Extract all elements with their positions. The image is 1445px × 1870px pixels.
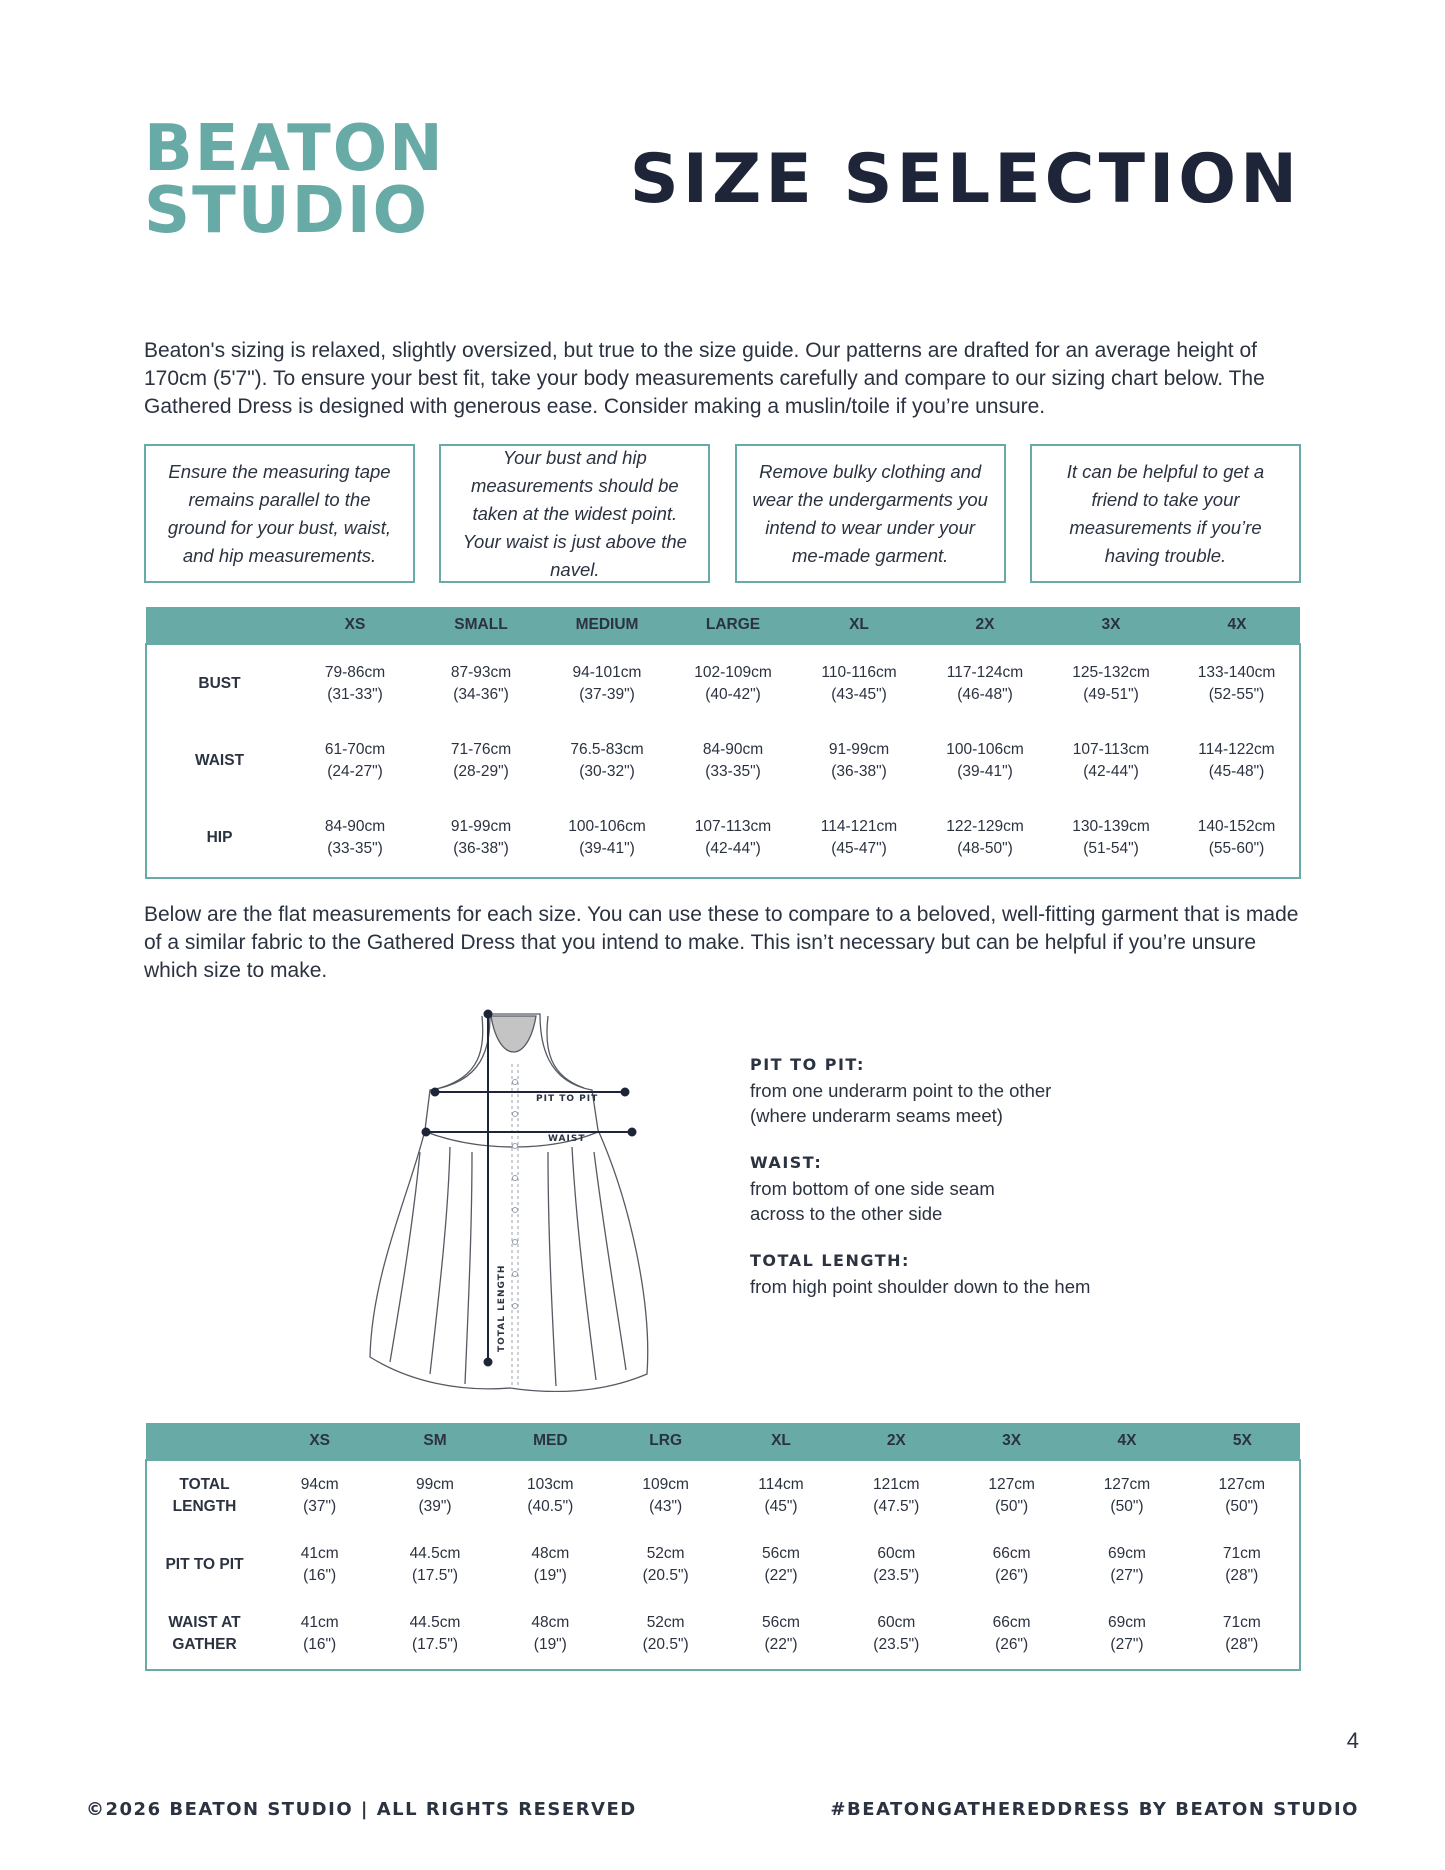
imperial-value: (42-44")	[1083, 762, 1139, 780]
imperial-value: (50")	[1110, 1497, 1144, 1515]
imperial-value: (34-36")	[453, 685, 509, 703]
table-header-row	[146, 1423, 1300, 1460]
size-column-header: XS	[292, 607, 418, 644]
imperial-value: (37")	[303, 1497, 337, 1515]
imperial-value: (30-32")	[579, 762, 635, 780]
imperial-value: (26")	[995, 1636, 1029, 1654]
metric-value: 114-122cm	[1198, 740, 1275, 758]
imperial-value: (16")	[303, 1566, 337, 1584]
tip-box: It can be helpful to get a friend to take your measurements if you’re having trouble.	[1030, 444, 1301, 583]
metric-value: 110-116cm	[821, 663, 897, 681]
measurement-cell	[839, 1599, 954, 1670]
waist-definition	[750, 1150, 1270, 1226]
measurement-cell	[377, 1599, 492, 1670]
size-column-header: SM	[377, 1423, 492, 1460]
metric-value: 94-101cm	[572, 663, 642, 681]
imperial-value: (28-29")	[453, 762, 509, 780]
row-label-line: HIP	[206, 829, 233, 847]
imperial-value: (45-47")	[831, 840, 887, 858]
metric-value: 122-129cm	[946, 818, 1024, 836]
imperial-value: (23.5")	[873, 1566, 920, 1584]
measurement-cell	[418, 644, 544, 723]
metric-value: 127cm	[1103, 1475, 1151, 1493]
metric-value: 76.5-83cm	[570, 740, 644, 758]
measurement-cell	[839, 1460, 954, 1531]
measurement-cell	[1174, 644, 1300, 723]
measurement-cell	[418, 723, 544, 800]
measurement-definitions	[750, 1052, 1270, 1321]
metric-value: 121cm	[873, 1475, 920, 1493]
imperial-value: (37-39")	[579, 685, 635, 703]
measurement-cell	[922, 644, 1048, 723]
imperial-value: (42-44")	[705, 840, 761, 858]
imperial-value: (45-48")	[1208, 762, 1265, 780]
metric-value: 84-90cm	[324, 818, 386, 836]
table-corner-cell	[146, 1423, 262, 1460]
measurement-cell	[1069, 1531, 1184, 1600]
table-row	[146, 1599, 1300, 1670]
tip-box: Remove bulky clothing and wear the undergarments you intend to wear under your me-made garment.	[735, 444, 1006, 583]
metric-value: 107-113cm	[1072, 740, 1150, 758]
imperial-value: (39-41")	[579, 840, 635, 858]
metric-value: 87-93cm	[450, 663, 512, 681]
measurement-cell	[1048, 799, 1174, 878]
row-label	[146, 1460, 262, 1531]
measurement-cell	[1048, 644, 1174, 723]
metric-value: 41cm	[300, 1614, 339, 1632]
measurement-cell	[608, 1599, 723, 1670]
size-column-header: 3X	[954, 1423, 1069, 1460]
measurement-cell	[493, 1460, 608, 1531]
imperial-value: (26")	[995, 1566, 1029, 1584]
row-label-line: PIT TO PIT	[165, 1555, 244, 1573]
measurement-cell	[954, 1460, 1069, 1531]
brand-logo	[144, 112, 445, 248]
measurement-cell	[670, 723, 796, 800]
flat-measurement-table	[145, 1423, 1301, 1671]
pit-to-pit-label: PIT TO PIT	[536, 1094, 599, 1104]
metric-value: 94cm	[300, 1475, 339, 1493]
definition-line: from high point shoulder down to the hem	[750, 1276, 1091, 1297]
metric-value: 71cm	[1222, 1544, 1261, 1562]
metric-value: 140-152cm	[1197, 818, 1276, 836]
imperial-value: (50")	[995, 1497, 1029, 1515]
imperial-value: (19")	[533, 1636, 567, 1654]
metric-value: 99cm	[416, 1475, 454, 1493]
metric-value: 114cm	[758, 1475, 804, 1493]
imperial-value: (43-45")	[831, 685, 887, 703]
measurement-cell	[544, 799, 670, 878]
imperial-value: (33-35")	[327, 840, 383, 858]
size-column-header: 2X	[839, 1423, 954, 1460]
table-row	[146, 799, 1300, 878]
measurement-cell	[544, 723, 670, 800]
body-measurement-table	[145, 607, 1301, 879]
table-header-row	[146, 607, 1300, 644]
metric-value: 52cm	[646, 1614, 685, 1632]
measurement-cell	[262, 1460, 377, 1531]
size-column-header: LRG	[608, 1423, 723, 1460]
metric-value: 61-70cm	[324, 740, 386, 758]
metric-value: 91-99cm	[450, 818, 512, 836]
size-column-header: LARGE	[670, 607, 796, 644]
metric-value: 56cm	[762, 1614, 800, 1632]
total-length-definition	[750, 1248, 1270, 1299]
measurement-cell	[796, 723, 922, 800]
imperial-value: (48-50")	[957, 840, 1013, 858]
imperial-value: (33-35")	[705, 762, 761, 780]
metric-value: 71cm	[1222, 1614, 1261, 1632]
imperial-value: (51-54")	[1083, 840, 1139, 858]
definition-line: from bottom of one side seam	[750, 1178, 995, 1199]
table-row	[146, 723, 1300, 800]
size-column-header: MED	[493, 1423, 608, 1460]
imperial-value: (28")	[1225, 1636, 1259, 1654]
metric-value: 66cm	[992, 1614, 1031, 1632]
total-length-label: TOTAL LENGTH	[497, 1264, 507, 1352]
footer-hashtag: #BEATONGATHEREDDRESS BY BEATON STUDIO	[830, 1799, 1359, 1820]
metric-value: 69cm	[1108, 1544, 1146, 1562]
imperial-value: (47.5")	[873, 1497, 920, 1515]
metric-value: 100-106cm	[946, 740, 1024, 758]
measurement-cell	[608, 1531, 723, 1600]
imperial-value: (55-60")	[1208, 840, 1265, 858]
tip-box: Ensure the measuring tape remains parallel to the ground for your bust, waist, and hip measurements.	[144, 444, 415, 583]
measurement-cell	[796, 799, 922, 878]
page-number: 4	[1346, 1728, 1359, 1753]
measurement-cell	[292, 723, 418, 800]
measurement-cell	[1174, 799, 1300, 878]
metric-value: 133-140cm	[1197, 663, 1276, 681]
measurement-cell	[1174, 723, 1300, 800]
measurement-cell	[954, 1531, 1069, 1600]
imperial-value: (19")	[533, 1566, 567, 1584]
flat-measurements-intro: Below are the flat measurements for each size. You can use these to compare to a beloved, well-fitting garment that is made of a similar fabric to the Gathered Dress that you intend to make. This isn’t necessary but can be helpful if you’re unsure which size to make.	[144, 903, 1299, 982]
metric-value: 69cm	[1108, 1614, 1146, 1632]
metric-value: 127cm	[988, 1475, 1035, 1493]
measurement-cell	[262, 1599, 377, 1670]
metric-value: 109cm	[642, 1475, 689, 1493]
metric-value: 66cm	[992, 1544, 1031, 1562]
metric-value: 102-109cm	[694, 663, 772, 681]
metric-value: 79-86cm	[324, 663, 386, 681]
tip-box: Your bust and hip measurements should be taken at the widest point. Your waist is just above the navel.	[439, 444, 710, 583]
measurement-cell	[292, 644, 418, 723]
size-column-header: 3X	[1048, 607, 1174, 644]
row-label	[146, 644, 292, 723]
imperial-value: (39-41")	[957, 762, 1013, 780]
metric-value: 127cm	[1218, 1475, 1266, 1493]
measurement-cell	[377, 1460, 492, 1531]
row-label	[146, 1531, 262, 1600]
metric-value: 107-113cm	[694, 818, 772, 836]
metric-value: 71-76cm	[450, 740, 512, 758]
row-label-line: BUST	[198, 674, 241, 692]
dress-outline	[370, 1014, 648, 1391]
imperial-value: (23.5")	[873, 1636, 920, 1654]
imperial-value: (31-33")	[327, 685, 383, 703]
imperial-value: (17.5")	[411, 1566, 458, 1584]
size-column-header: 5X	[1185, 1423, 1300, 1460]
metric-value: 60cm	[877, 1544, 916, 1562]
footer-copyright: ©2026 BEATON STUDIO | ALL RIGHTS RESERVED	[86, 1799, 637, 1820]
measurement-cell	[1069, 1460, 1184, 1531]
imperial-value: (40-42")	[705, 685, 761, 703]
row-label	[146, 799, 292, 878]
row-label-line: WAIST AT	[168, 1614, 241, 1632]
table-row	[146, 1460, 1300, 1531]
measurement-cell	[1185, 1599, 1300, 1670]
imperial-value: (50")	[1225, 1497, 1259, 1515]
imperial-value: (28")	[1225, 1566, 1259, 1584]
table-row	[146, 1531, 1300, 1600]
size-column-header: XL	[723, 1423, 838, 1460]
measurement-cell	[544, 644, 670, 723]
measurement-cell	[723, 1460, 838, 1531]
table-corner-cell	[146, 607, 292, 644]
row-label	[146, 723, 292, 800]
measurement-cell	[839, 1531, 954, 1600]
intro-paragraph: Beaton's sizing is relaxed, slightly oversized, but true to the size guide. Our patterns are drafted for an average height of 170cm (5'7"). To ensure your best fit, take your body measurements carefully and compare to our sizing chart below. The Gathered Dress is designed with generous ease. Consider making a muslin/toile if you’re unsure.	[144, 339, 1265, 418]
imperial-value: (52-55")	[1208, 685, 1265, 703]
row-label-line: GATHER	[172, 1636, 237, 1654]
measurement-cell	[1048, 723, 1174, 800]
row-label	[146, 1599, 262, 1670]
measurement-cell	[922, 723, 1048, 800]
measurement-cell	[493, 1599, 608, 1670]
imperial-value: (24-27")	[327, 762, 383, 780]
measurement-cell	[292, 799, 418, 878]
definition-line: from one underarm point to the other	[750, 1080, 1052, 1101]
imperial-value: (46-48")	[957, 685, 1013, 703]
measurement-cell	[493, 1531, 608, 1600]
metric-value: 52cm	[646, 1544, 685, 1562]
metric-value: 130-139cm	[1072, 818, 1150, 836]
metric-value: 56cm	[762, 1544, 800, 1562]
imperial-value: (39")	[418, 1497, 452, 1515]
brand-logo-line-2: STUDIO	[144, 174, 430, 248]
imperial-value: (27")	[1110, 1636, 1144, 1654]
row-label-line: LENGTH	[172, 1497, 237, 1515]
size-column-header: 4X	[1069, 1423, 1184, 1460]
definition-title: PIT TO PIT:	[750, 1055, 865, 1074]
measurement-cell	[922, 799, 1048, 878]
size-column-header: XL	[796, 607, 922, 644]
metric-value: 125-132cm	[1072, 663, 1150, 681]
measurement-cell	[796, 644, 922, 723]
table-row	[146, 644, 1300, 723]
metric-value: 91-99cm	[828, 740, 890, 758]
row-label-line: WAIST	[194, 751, 245, 769]
size-column-header: XS	[262, 1423, 377, 1460]
metric-value: 84-90cm	[702, 740, 764, 758]
imperial-value: (49-51")	[1083, 685, 1139, 703]
metric-value: 44.5cm	[409, 1614, 461, 1632]
measurement-cell	[377, 1531, 492, 1600]
imperial-value: (43")	[649, 1497, 683, 1515]
imperial-value: (17.5")	[411, 1636, 458, 1654]
measurement-cell	[418, 799, 544, 878]
definition-title: TOTAL LENGTH:	[750, 1251, 910, 1270]
metric-value: 114-121cm	[820, 818, 898, 836]
definition-title: WAIST:	[750, 1153, 823, 1172]
imperial-value: (45")	[764, 1497, 798, 1515]
size-column-header: 2X	[922, 607, 1048, 644]
imperial-value: (36-38")	[453, 840, 509, 858]
measurement-cell	[954, 1599, 1069, 1670]
metric-value: 48cm	[531, 1544, 570, 1562]
definition-line: across to the other side	[750, 1203, 943, 1224]
imperial-value: (16")	[303, 1636, 337, 1654]
tips-row	[144, 444, 1301, 583]
metric-value: 103cm	[527, 1475, 574, 1493]
pit-to-pit-definition	[750, 1052, 1270, 1128]
metric-value: 100-106cm	[568, 818, 646, 836]
measurement-cell	[670, 644, 796, 723]
measurement-cell	[1185, 1531, 1300, 1600]
size-column-header: MEDIUM	[544, 607, 670, 644]
measurement-cell	[723, 1531, 838, 1600]
page-title: SIZE SELECTION	[629, 140, 1301, 219]
measurement-cell	[723, 1599, 838, 1670]
waist-label: WAIST	[548, 1134, 586, 1144]
imperial-value: (27")	[1110, 1566, 1144, 1584]
metric-value: 48cm	[531, 1614, 570, 1632]
imperial-value: (20.5")	[642, 1636, 689, 1654]
metric-value: 60cm	[877, 1614, 916, 1632]
metric-value: 117-124cm	[946, 663, 1024, 681]
imperial-value: (36-38")	[831, 762, 887, 780]
row-label-line: TOTAL	[179, 1475, 230, 1493]
measurement-cell	[1185, 1460, 1300, 1531]
brand-logo-line-1: BEATON	[144, 112, 445, 186]
measurement-cell	[262, 1531, 377, 1600]
imperial-value: (22")	[764, 1636, 798, 1654]
metric-value: 44.5cm	[409, 1544, 461, 1562]
dress-diagram	[360, 1002, 690, 1392]
size-column-header: SMALL	[418, 607, 544, 644]
imperial-value: (20.5")	[642, 1566, 689, 1584]
definition-line: (where underarm seams meet)	[750, 1105, 1003, 1126]
imperial-value: (22")	[764, 1566, 798, 1584]
metric-value: 41cm	[300, 1544, 339, 1562]
size-column-header: 4X	[1174, 607, 1300, 644]
measurement-cell	[608, 1460, 723, 1531]
measurement-cell	[1069, 1599, 1184, 1670]
measurement-cell	[670, 799, 796, 878]
imperial-value: (40.5")	[527, 1497, 574, 1515]
